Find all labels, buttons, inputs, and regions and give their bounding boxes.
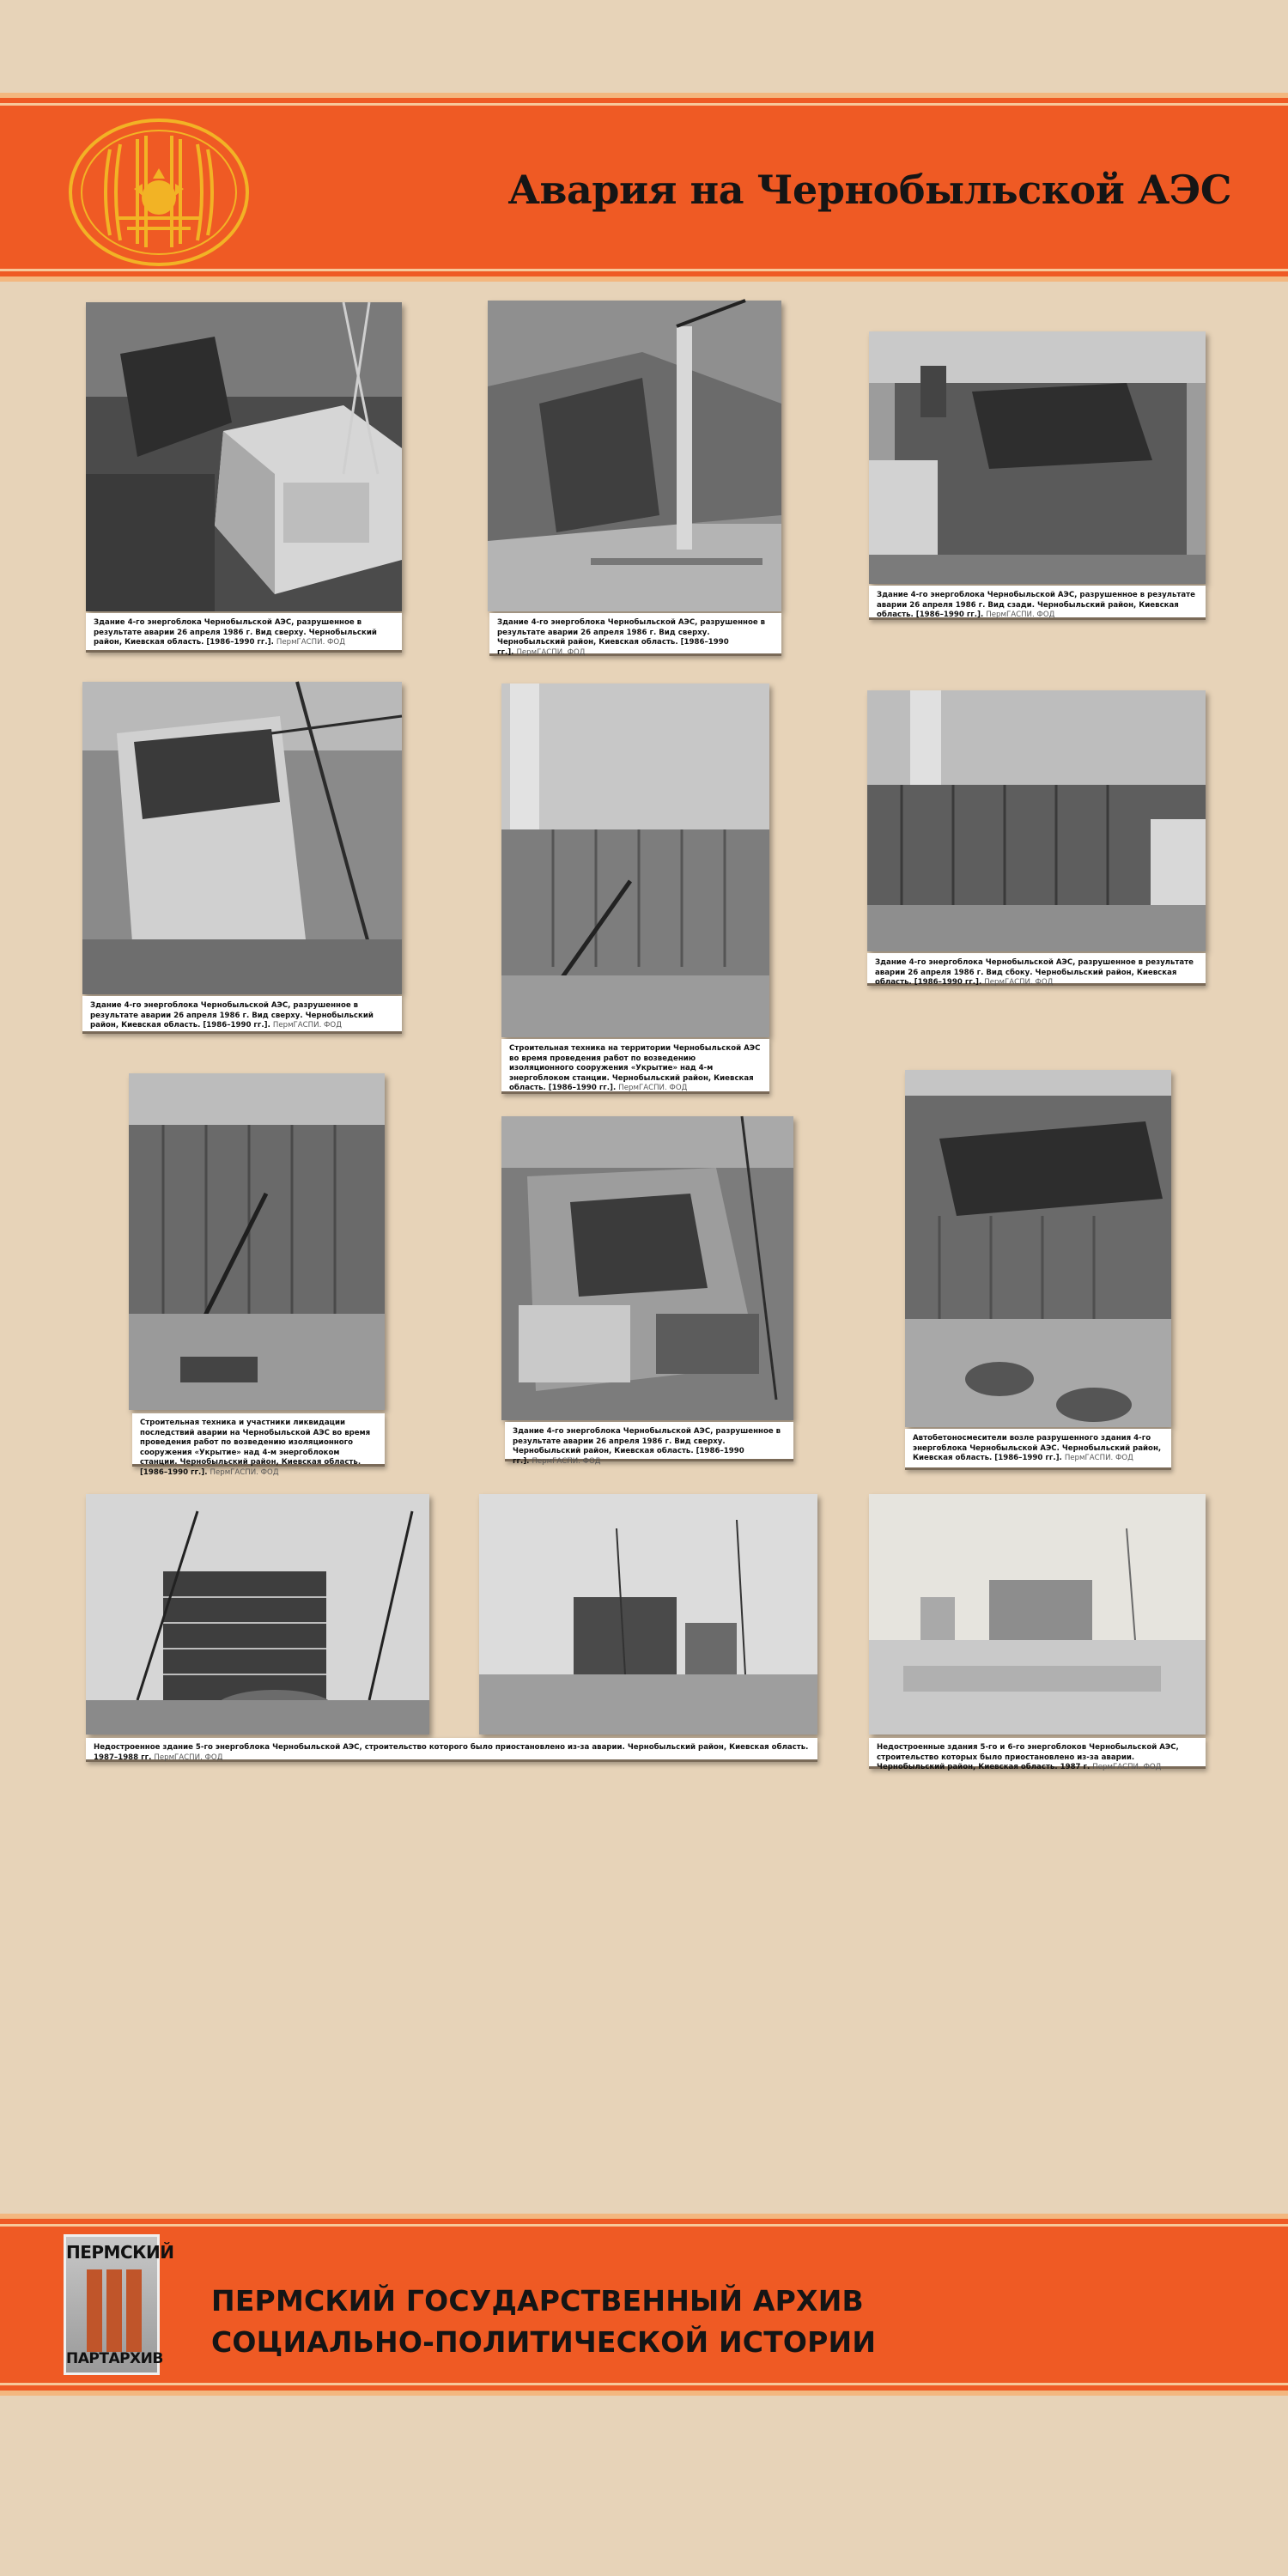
archival-photo	[501, 1116, 793, 1420]
photo-card	[86, 1494, 817, 1765]
photo-caption	[505, 1422, 793, 1466]
photo-card	[905, 1070, 1171, 1472]
photo-caption	[869, 586, 1206, 620]
caption-source: ПермГАСПИ. ФОД	[984, 978, 1054, 987]
photo-card	[86, 302, 402, 654]
photo-card	[501, 1116, 793, 1465]
caption-source: ПермГАСПИ. ФОД	[618, 1084, 688, 1093]
caption-text: Здание 4-го энергоблока Чернобыльской АЭС, разрушенное в результате аварии 26 апреля 1986 г. Вид сзади. Чернобыльский район, Киевская область. [1986–1990 гг.].	[877, 591, 1195, 620]
caption-source: ПермГАСПИ. ФОД	[532, 1456, 601, 1466]
archival-photo	[488, 301, 781, 611]
photo-caption	[501, 1039, 769, 1094]
photo-caption	[86, 1738, 817, 1762]
logo-bottom-text: ПАРТАРХИВ	[66, 2350, 163, 2367]
caption-text: Строительная техника и участники ликвидации последствий аварии на Чернобыльской АЭС во время проведения работ по возведению изоляционного сооружения «Укрытие» над 4-м энергоблоком станции. Чернобыльский район, Киевская область. [1986–1990 гг.].	[140, 1419, 371, 1477]
photo-card	[867, 690, 1206, 987]
footer-band	[0, 2214, 1288, 2396]
caption-text: Автобетоносмесители возле разрушенного здания 4-го энергоблока Чернобыльской АЭС. Чернобыльский район, Киевская область. [1986–1990 гг.].	[913, 1434, 1162, 1463]
archival-photo	[501, 683, 769, 1037]
archive-name-line-2: СОЦИАЛЬНО-ПОЛИТИЧЕСКОЙ ИСТОРИИ	[211, 2325, 877, 2359]
archival-photo	[82, 682, 402, 994]
photo-caption	[867, 953, 1206, 986]
caption-source: ПермГАСПИ. ФОД	[516, 647, 586, 657]
archive-name-line-1: ПЕРМСКИЙ ГОСУДАРСТВЕННЫЙ АРХИВ	[211, 2284, 864, 2318]
photo-caption	[132, 1413, 385, 1477]
caption-text: Недостроенное здание 5-го энергоблока Чернобыльской АЭС, строительство которого было приостановлено из-за аварии. Чернобыльский район, Киевская область. 1987–1988 гг.	[94, 1743, 809, 1762]
photo-card	[869, 331, 1206, 623]
archival-photo	[479, 1494, 817, 1735]
photo-caption	[86, 613, 402, 653]
photo-card	[869, 1494, 1206, 1772]
photo-card	[488, 301, 781, 659]
caption-text: Недостроенные здания 5-го и 6-го энергоблоков Чернобыльской АЭС, строительство которых было приостановлено из-за аварии. Чернобыльский район, Киевская область. 1987 г.	[877, 1743, 1179, 1772]
archival-photo	[905, 1070, 1171, 1427]
photo-card	[129, 1073, 385, 1477]
caption-source: ПермГАСПИ. ФОД	[210, 1467, 279, 1477]
photo-caption	[82, 996, 402, 1034]
archive-bars-icon	[87, 2269, 142, 2352]
photo-card	[82, 682, 402, 1036]
caption-source: ПермГАСПИ. ФОД	[154, 1753, 223, 1762]
caption-text: Здание 4-го энергоблока Чернобыльской АЭС, разрушенное в результате аварии 26 апреля 1986 г. Вид сверху. Чернобыльский район, Киевская область. [1986–1990 гг.].	[94, 618, 377, 647]
photo-caption	[905, 1429, 1171, 1470]
partarchive-logo	[64, 2234, 174, 2375]
photo-card	[501, 683, 769, 1097]
caption-text: Здание 4-го энергоблока Чернобыльской АЭС, разрушенное в результате аварии 26 апреля 1986 г. Вид сверху. Чернобыльский район, Киевская область. [1986–1990 гг.].	[90, 1001, 374, 1030]
archival-photo	[86, 302, 402, 611]
caption-text: Здание 4-го энергоблока Чернобыльской АЭС, разрушенное в результате аварии 26 апреля 1986 г. Вид сбоку. Чернобыльский район, Киевская область. [1986–1990 гг.].	[875, 958, 1194, 987]
caption-text: Строительная техника на территории Чернобыльской АЭС во время проведения работ по возведению изоляционного сооружения «Укрытие» над 4-м энергоблоком станции. Чернобыльский район, Киевская область. [1986–1990 гг.].	[509, 1044, 761, 1093]
page-title: Авария на Чернобыльской АЭС	[507, 167, 1231, 213]
caption-source: ПермГАСПИ. ФОД	[1092, 1763, 1162, 1772]
caption-source: ПермГАСПИ. ФОД	[272, 1021, 342, 1030]
archival-photo	[869, 1494, 1206, 1735]
photo-caption	[489, 613, 781, 656]
logo-top-text: ПЕРМСКИЙ	[66, 2242, 174, 2263]
archival-photo	[867, 690, 1206, 951]
caption-source: ПермГАСПИ. ФОД	[276, 638, 345, 647]
caption-source: ПермГАСПИ. ФОД	[986, 611, 1055, 620]
archival-photo	[86, 1494, 429, 1735]
caption-source: ПермГАСПИ. ФОД	[1064, 1454, 1133, 1463]
photo-caption	[869, 1738, 1206, 1772]
caption-text: Здание 4-го энергоблока Чернобыльской АЭС, разрушенное в результате аварии 26 апреля 1986 г. Вид сверху. Чернобыльский район, Киевская область. [1986–1990 гг.].	[513, 1427, 781, 1466]
header-band	[0, 93, 1288, 282]
archival-photo	[129, 1073, 385, 1410]
caption-text: Здание 4-го энергоблока Чернобыльской АЭС, разрушенное в результате аварии 26 апреля 1986 г. Вид сверху. Чернобыльский район, Киевская область. [1986–1990 гг.].	[497, 618, 766, 657]
chernobyl-emblem-icon	[67, 115, 251, 270]
archival-photo	[869, 331, 1206, 584]
